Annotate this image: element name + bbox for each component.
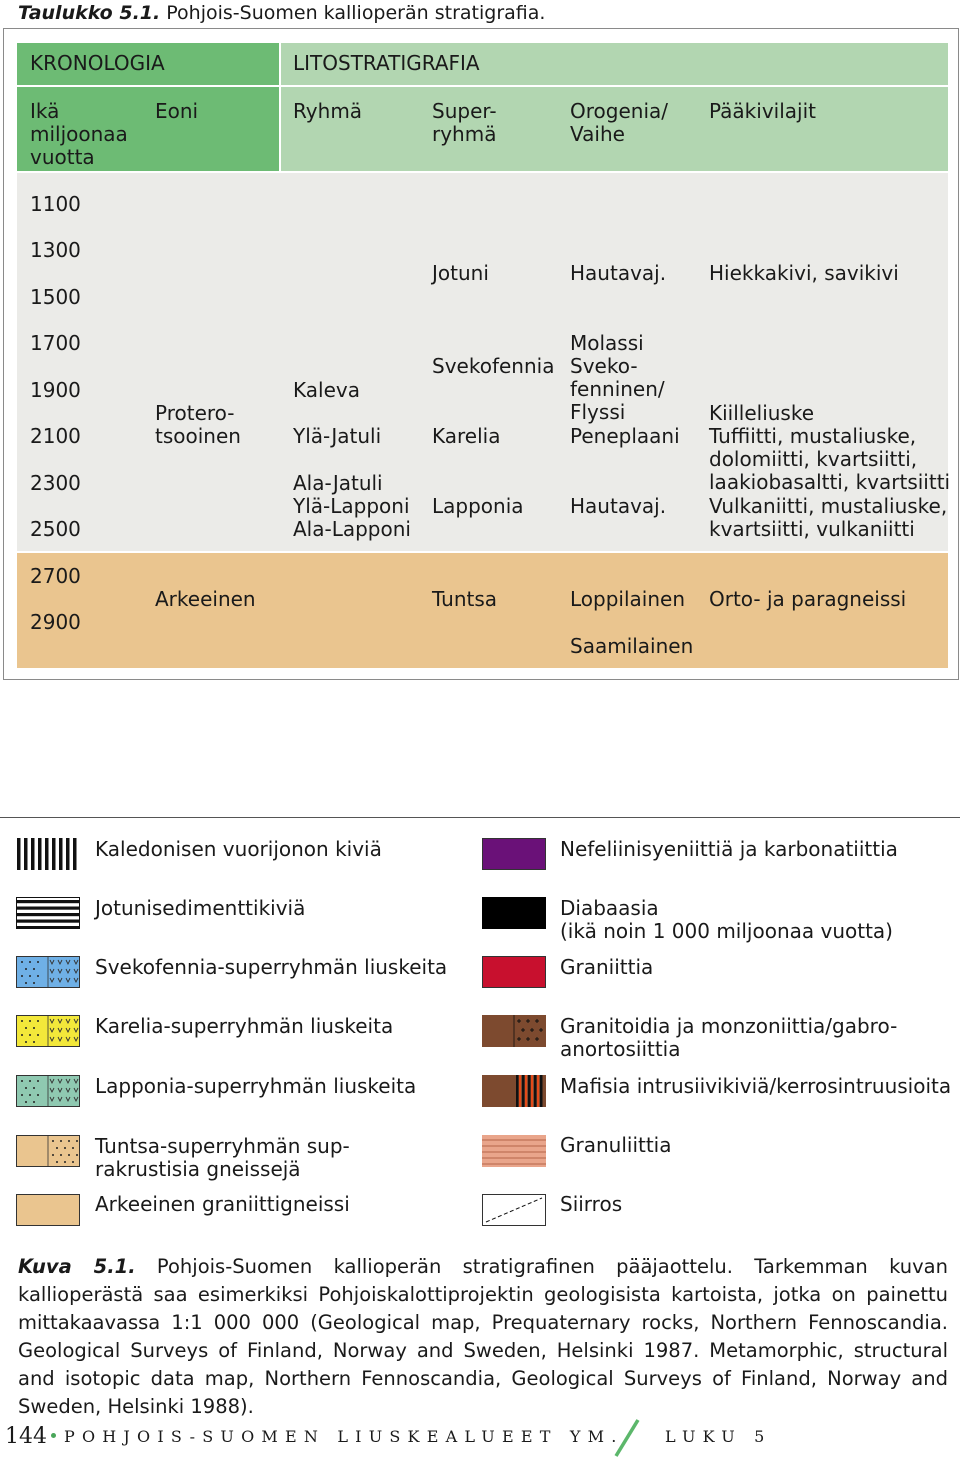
age-label: 2900 bbox=[30, 610, 81, 634]
horizontal-bars-icon bbox=[16, 897, 80, 929]
slash-divider-icon bbox=[612, 1418, 644, 1458]
diabaasi-icon bbox=[482, 897, 546, 929]
footer-dot bbox=[51, 1433, 56, 1438]
cell-alajatuli: Ala-Jatuli bbox=[293, 471, 383, 495]
cell-jotuni: Jotuni bbox=[432, 261, 489, 285]
legend-label: Kaledonisen vuorijonon kiviä bbox=[95, 837, 382, 861]
legend-label: Arkeeinen graniittigneissi bbox=[95, 1192, 350, 1216]
age-label: 2500 bbox=[30, 517, 81, 541]
cell-vulkaniitti: Vulkaniitti, mustaliuske, kvartsiitti, vulkaniitti bbox=[709, 494, 948, 541]
figure-caption-label: Kuva 5.1. bbox=[18, 1255, 136, 1278]
tuntsa-pattern-icon bbox=[16, 1135, 80, 1167]
column-header-paakivilajit: Pääkivilajit bbox=[709, 99, 816, 123]
column-header-ryhma: Ryhmä bbox=[293, 99, 363, 123]
legend-divider bbox=[0, 817, 960, 818]
cell-kaleva: Kaleva bbox=[293, 378, 360, 402]
age-label: 2300 bbox=[30, 471, 81, 495]
legend-label: Siirros bbox=[560, 1192, 623, 1216]
running-head-title: POHJOIS-SUOMEN LIUSKEALUEET YM. bbox=[64, 1427, 624, 1446]
cell-peneplaani: Peneplaani bbox=[570, 424, 680, 448]
legend-label: Mafisia intrusiivikiviä/kerrosintruusioita bbox=[560, 1074, 952, 1098]
age-label: 2100 bbox=[30, 424, 81, 448]
cell-karelia: Karelia bbox=[432, 424, 501, 448]
age-label: 1700 bbox=[30, 331, 81, 355]
cell-saamilainen: Saamilainen bbox=[570, 634, 694, 658]
legend-label: Jotunisedimenttikiviä bbox=[95, 896, 306, 920]
cell-tuffiitti: Tuffiitti, mustaliuske, dolomiitti, kvartsiitti, laakiobasaltti, kvartsiitti bbox=[709, 424, 951, 494]
legend-label: Graniittia bbox=[560, 955, 654, 979]
table-caption-label: Taulukko 5.1. bbox=[18, 2, 161, 24]
cell-alalapponi: Ala-Lapponi bbox=[293, 517, 411, 541]
column-header-orogenia: Orogenia/ Vaihe bbox=[570, 99, 668, 146]
cell-loppilainen: Loppilainen bbox=[570, 587, 685, 611]
cell-svekofenninen: Sveko- fenninen/ Flyssi bbox=[570, 354, 665, 424]
granuliitti-pattern-icon bbox=[482, 1135, 546, 1167]
cell-hiekkakivi: Hiekkakivi, savikivi bbox=[709, 261, 899, 285]
cell-svekofennia: Svekofennia bbox=[432, 354, 555, 378]
age-label: 1300 bbox=[30, 238, 81, 262]
graniitti-icon bbox=[482, 956, 546, 988]
legend-label: Svekofennia-superryhmän liuskeita bbox=[95, 955, 448, 979]
age-label: 1500 bbox=[30, 285, 81, 309]
legend-label: Karelia-superryhmän liuskeita bbox=[95, 1014, 394, 1038]
karelia-pattern-icon bbox=[16, 1015, 80, 1047]
page-number: 144 bbox=[5, 1424, 47, 1449]
cell-kiilleliuske: Kiilleliuske bbox=[709, 401, 815, 425]
column-header-ika: Ikä miljoonaa vuotta bbox=[30, 99, 128, 169]
nefeliinisyeniitti-icon bbox=[482, 838, 546, 870]
table-caption bbox=[18, 2, 545, 25]
cell-hautavaj: Hautavaj. bbox=[570, 494, 667, 518]
figure-caption-text: Pohjois-Suomen kallioperän stratigrafinen pääjaottelu. Tarkemman kuvan kallioperästä saa esimerkiksi Pohjoiskalottiprojektin geologisista kartoista, jotka on painettu mittakaavassa 1:1 000 000 (Geological map, Prequaternary rocks, Northern Fennoscandia. Geological Surveys of Finland, Norway and Sweden, Helsinki 1987. Metamorphic, structural and isotopic data map, Northern Fennoscandia, Geological Surveys of Finland, Norway and Sweden, Helsinki 1988). bbox=[18, 1255, 948, 1418]
cell-ylalapponi: Ylä-Lapponi bbox=[293, 494, 410, 518]
legend-label: Tuntsa-superryhmän sup- rakrustisia gneissejä bbox=[95, 1134, 350, 1181]
archean-granite-gneiss-icon bbox=[16, 1194, 80, 1226]
cell-tuntsa: Tuntsa bbox=[432, 587, 498, 611]
legend-label: Granitoidia ja monzoniittia/gabro- anortosiittia bbox=[560, 1014, 898, 1061]
cell-molassi: Molassi bbox=[570, 331, 644, 355]
legend-label: Granuliittia bbox=[560, 1133, 672, 1157]
cell-hautavaj: Hautavaj. bbox=[570, 261, 667, 285]
lapponia-pattern-icon bbox=[16, 1075, 80, 1107]
cell-lapponia: Lapponia bbox=[432, 494, 524, 518]
granitoidi-pattern-icon bbox=[482, 1015, 546, 1047]
mafic-intrusion-pattern-icon bbox=[482, 1075, 546, 1107]
cell-ylajatuli: Ylä-Jatuli bbox=[293, 424, 382, 448]
age-label: 1100 bbox=[30, 192, 81, 216]
figure-caption bbox=[18, 1253, 948, 1421]
litostratigrafia-header: LITOSTRATIGRAFIA bbox=[293, 51, 480, 75]
svekofennia-pattern-icon bbox=[16, 956, 80, 988]
kronologia-header: KRONOLOGIA bbox=[30, 51, 165, 75]
age-label: 1900 bbox=[30, 378, 81, 402]
cell-proterotsooinen: Protero- tsooinen bbox=[155, 401, 241, 448]
table-caption-text: Pohjois-Suomen kallioperän stratigrafia. bbox=[160, 2, 546, 24]
cell-arkeeinen: Arkeeinen bbox=[155, 587, 256, 611]
running-head-chapter: LUKU 5 bbox=[665, 1427, 772, 1446]
legend-label: Nefeliinisyeniittiä ja karbonatiittia bbox=[560, 837, 898, 861]
siirros-dashed-line-icon bbox=[482, 1194, 546, 1226]
legend-label: Lapponia-superryhmän liuskeita bbox=[95, 1074, 417, 1098]
column-header-superryhma: Super- ryhmä bbox=[432, 99, 497, 146]
age-label: 2700 bbox=[30, 564, 81, 588]
column-header-eoni: Eoni bbox=[155, 99, 199, 123]
vertical-bars-icon bbox=[16, 838, 80, 870]
cell-ortogneissi: Orto- ja paragneissi bbox=[709, 587, 907, 611]
legend-label: Diabaasia (ikä noin 1 000 miljoonaa vuotta) bbox=[560, 896, 893, 943]
